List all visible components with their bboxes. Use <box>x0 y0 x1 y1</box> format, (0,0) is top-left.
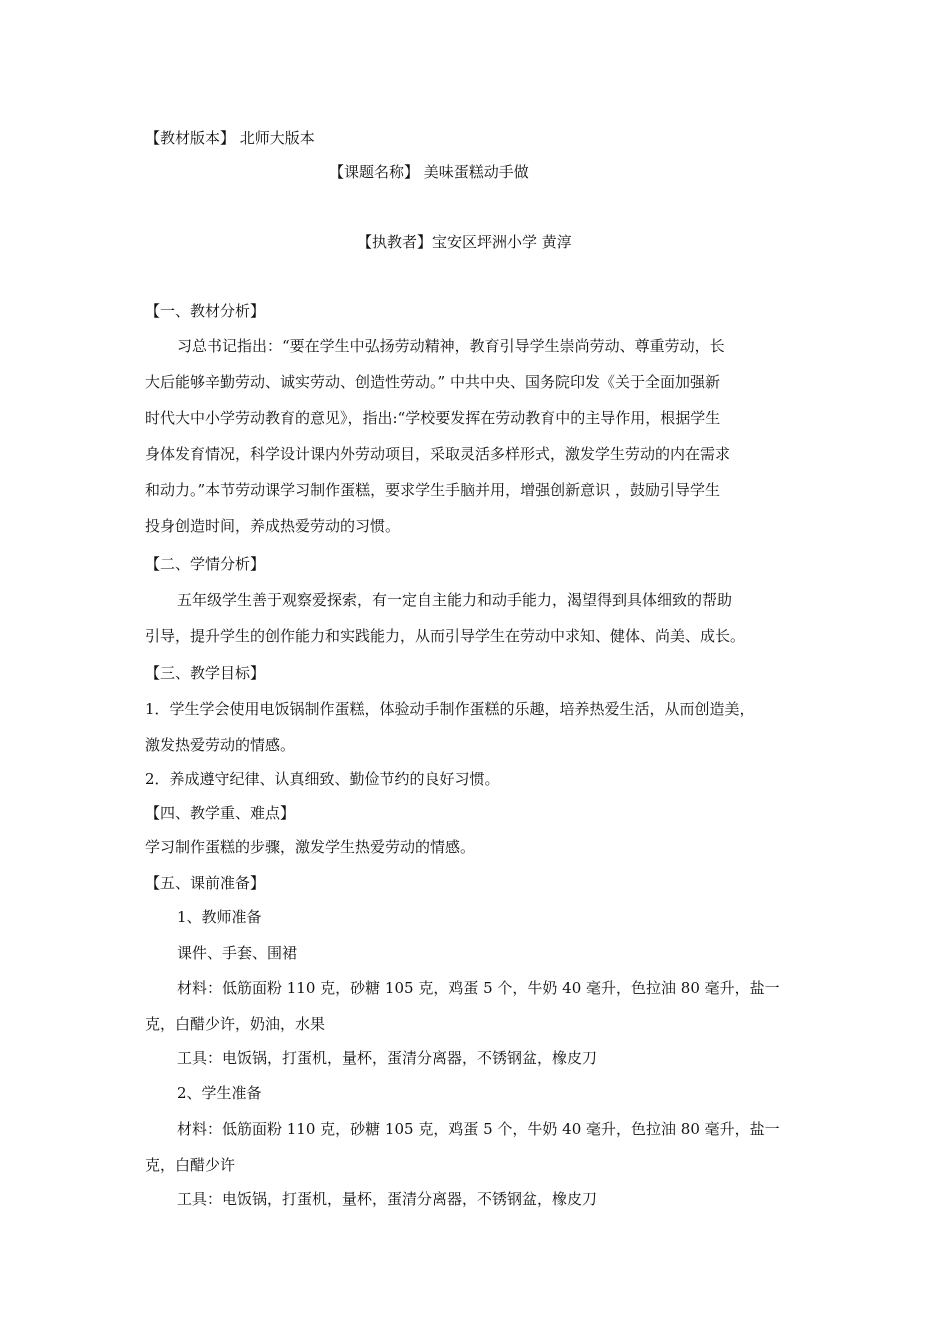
goal-item-1-cont: 激发热爱劳动的情感。 <box>145 736 296 754</box>
section-heading-key-points: 【四、教学重、难点】 <box>145 804 296 822</box>
section-heading-students: 【二、学情分析】 <box>145 555 266 573</box>
teacher-materials-cont: 克，白醋少许，奶油，水果 <box>145 1015 326 1033</box>
paragraph-line: 和动力。”本节劳动课学习制作蛋糕，要求学生手脑并用，增强创新意识 ，鼓励引导学生 <box>145 481 720 499</box>
paragraph-line: 投身创造时间，养成热爱劳动的习惯。 <box>145 517 401 535</box>
paragraph-line: 身体发育情况，科学设计课内外劳动项目，采取灵活多样形式，激发学生劳动的内在需求 <box>145 445 731 463</box>
teacher-materials: 材料：低筋面粉 110 克，砂糖 105 克，鸡蛋 5 个，牛奶 40 毫升，色拉油 80 毫升，盐一 <box>177 979 780 997</box>
section-heading-preparation: 【五、课前准备】 <box>145 874 266 892</box>
student-prep-title: 2、学生准备 <box>177 1084 262 1102</box>
teacher-tools: 工具：电饭锅，打蛋机，量杯，蛋清分离器，不锈钢盆，橡皮刀 <box>177 1049 598 1067</box>
section-heading-analysis: 【一、教材分析】 <box>145 302 266 320</box>
paragraph-line: 时代大中小学劳动教育的意见》，指出:“学校要发挥在劳动教育中的主导作用，根据学生 <box>145 409 721 427</box>
student-tools: 工具：电饭锅，打蛋机，量杯，蛋清分离器，不锈钢盆，橡皮刀 <box>177 1190 598 1208</box>
student-materials: 材料：低筋面粉 110 克，砂糖 105 克，鸡蛋 5 个，牛奶 40 毫升，色拉油 80 毫升，盐一 <box>177 1120 780 1138</box>
goal-item-2: 2．养成遵守纪律、认真细致、勤俭节约的良好习惯。 <box>145 770 500 788</box>
lesson-title: 【课题名称】 美味蛋糕动手做 <box>329 163 529 181</box>
key-points-text: 学习制作蛋糕的步骤，激发学生热爱劳动的情感。 <box>145 838 476 856</box>
paragraph-line: 引导，提升学生的创作能力和实践能力，从而引导学生在劳动中求知、健体、尚美、成长。 <box>145 627 746 645</box>
paragraph-line: 大后能够辛勤劳动、诚实劳动、创造性劳动。” 中共中央、国务院印发《关于全面加强新 <box>145 373 720 391</box>
paragraph-line: 习总书记指出：“要在学生中弘扬劳动精神，教育引导学生崇尚劳动、尊重劳动，长 <box>177 337 725 355</box>
teacher-prep-title: 1、教师准备 <box>177 908 262 926</box>
student-materials-cont: 克，白醋少许 <box>145 1156 236 1174</box>
teacher-info: 【执教者】宝安区坪洲小学 黄淳 <box>357 233 572 251</box>
paragraph-line: 五年级学生善于观察爱探索，有一定自主能力和动手能力，渴望得到具体细致的帮助 <box>177 591 733 609</box>
teacher-prep-items: 课件、手套、围裙 <box>177 944 298 962</box>
goal-item-1: 1．学生学会使用电饭锅制作蛋糕，体验动手制作蛋糕的乐趣，培养热爱生活，从而创造美， <box>145 700 755 718</box>
textbook-version: 【教材版本】 北师大版本 <box>145 129 315 147</box>
section-heading-goals: 【三、教学目标】 <box>145 664 266 682</box>
